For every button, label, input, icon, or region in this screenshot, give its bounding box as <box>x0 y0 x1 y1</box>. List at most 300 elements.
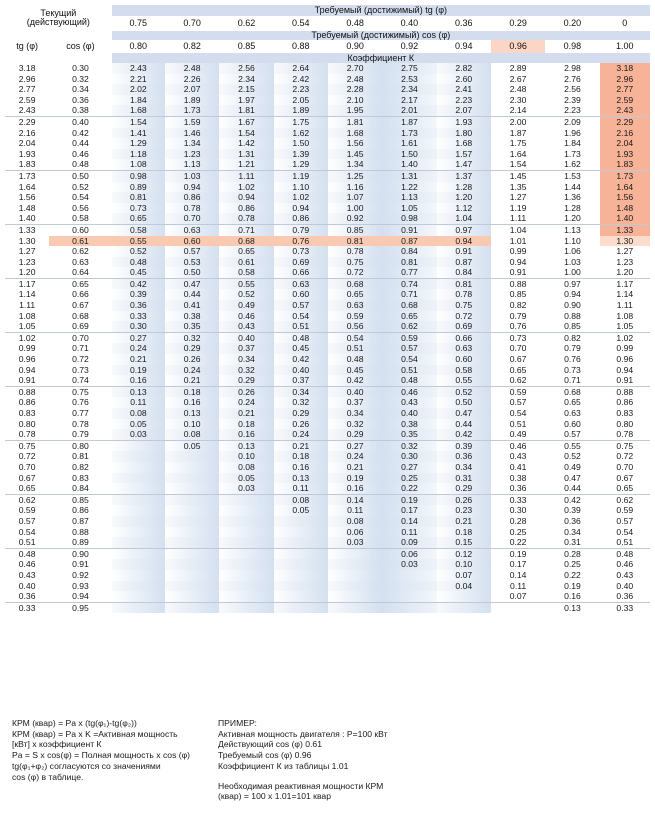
coefficient-cell: 1.54 <box>219 128 273 139</box>
tg-column-header: tg (φ) <box>16 41 39 51</box>
coefficient-cell <box>382 602 436 613</box>
coefficient-cell: 0.40 <box>219 332 273 343</box>
coefficient-cell: 0.58 <box>219 267 273 278</box>
coefficient-cell: 2.15 <box>219 84 273 95</box>
coefficient-cell: 1.81 <box>219 105 273 116</box>
coefficient-cell: 0.79 <box>564 343 581 354</box>
coefficient-cell: 2.23 <box>545 105 599 116</box>
coefficient-cell: 0.44 <box>545 483 599 494</box>
table-row <box>5 289 650 300</box>
coefficient-cell: 0.63 <box>165 224 219 235</box>
coefficient-cell: 2.48 <box>165 63 219 74</box>
note-line: Pa = S x cos(φ) = Полная мощность x cos (φ) <box>12 750 191 761</box>
coefficient-cell: 1.50 <box>274 138 328 149</box>
coefficient-cell: 0.46 <box>219 311 273 322</box>
coefficient-cell: 1.83 <box>600 159 650 170</box>
coefficient-cell: 0.17 <box>382 505 436 516</box>
coefficient-cell: 0.84 <box>437 267 491 278</box>
coefficient-cell: 0.05 <box>112 419 165 430</box>
coefficient-cell: 1.56 <box>328 138 382 149</box>
coefficient-cell: 0.88 <box>564 310 581 321</box>
coefficient-cell: 0.68 <box>328 278 382 289</box>
coefficient-cell <box>165 494 219 505</box>
coefficient-cell: 0.03 <box>328 537 382 548</box>
table-row <box>5 128 650 139</box>
current-cos-cell: 0.75 <box>72 386 89 397</box>
coefficient-cell: 0.25 <box>564 559 581 570</box>
current-cos-cell: 0.34 <box>72 84 89 95</box>
current-tg-cell: 0.94 <box>18 364 36 375</box>
coefficient-cell: 0.23 <box>437 505 491 516</box>
coefficient-cell: 0.59 <box>616 505 634 516</box>
tg-target-6: 0.36 <box>455 17 473 28</box>
coefficient-cell: 1.11 <box>219 170 273 181</box>
coefficient-cell: 2.14 <box>491 105 545 116</box>
coefficient-cell <box>112 602 165 613</box>
coefficient-cell: 0.62 <box>491 375 545 386</box>
current-cos-cell: 0.81 <box>72 451 89 462</box>
current-tg-cell: 1.02 <box>18 332 36 343</box>
coefficient-cell: 0.63 <box>437 343 491 354</box>
current-cos-cell: 0.44 <box>72 138 89 149</box>
coefficient-cell: 0.08 <box>165 429 219 440</box>
coefficient-cell: 0.65 <box>382 311 436 322</box>
coefficient-cell: 0.16 <box>112 375 165 386</box>
current-cos-cell: 0.84 <box>49 483 111 494</box>
coefficient-cell: 0.33 <box>616 602 634 613</box>
table-row <box>5 116 650 127</box>
coefficient-cell: 1.10 <box>274 182 328 193</box>
current-tg-cell: 2.16 <box>18 127 36 138</box>
coefficient-cell <box>165 483 219 494</box>
coefficient-cell: 0.38 <box>165 311 219 322</box>
coefficient-cell: 1.20 <box>545 213 599 224</box>
coefficient-cell: 0.30 <box>382 451 436 462</box>
coefficient-cell: 0.70 <box>509 343 527 354</box>
coefficient-cell: 2.39 <box>564 94 581 105</box>
coefficient-cell <box>165 516 219 527</box>
coefficient-cell: 0.04 <box>437 581 491 592</box>
coefficient-cell <box>328 559 382 570</box>
coefficient-cell: 0.55 <box>219 278 273 289</box>
coefficient-cell: 0.41 <box>165 300 219 311</box>
cos-target-9: 1.00 <box>616 41 634 51</box>
current-cos-cell: 0.65 <box>72 278 89 289</box>
coefficient-cell: 0.45 <box>274 343 328 354</box>
coefficient-cell: 0.08 <box>219 462 273 473</box>
coefficient-cell: 0.43 <box>382 397 436 408</box>
coefficient-cell: 1.39 <box>274 149 328 160</box>
table-row <box>5 267 650 278</box>
coefficient-cell: 0.68 <box>219 236 273 247</box>
coefficient-cell: 1.05 <box>600 321 650 332</box>
coefficient-cell: 0.72 <box>616 451 634 462</box>
coefficient-cell: 2.77 <box>600 84 650 95</box>
compensation-table <box>5 5 650 613</box>
coefficient-cell: 0.82 <box>509 300 527 311</box>
coefficient-cell: 0.41 <box>509 461 527 472</box>
coefficient-cell: 0.44 <box>165 289 219 300</box>
coefficient-cell <box>112 462 165 473</box>
table-row <box>5 343 650 354</box>
coefficient-cell: 0.75 <box>616 440 634 451</box>
coefficient-cell: 1.80 <box>437 128 491 139</box>
table-row <box>5 105 650 116</box>
coefficient-cell: 1.19 <box>274 170 328 181</box>
coefficient-cell: 0.92 <box>328 213 382 224</box>
coefficient-cell: 0.22 <box>382 483 436 494</box>
table-row <box>5 300 650 311</box>
coefficient-cell: 0.88 <box>509 278 527 289</box>
coefficient-cell: 1.87 <box>509 127 527 138</box>
coefficient-cell: 0.25 <box>382 473 436 484</box>
coefficient-cell: 0.28 <box>564 548 581 559</box>
coefficient-cell <box>219 527 273 538</box>
coefficient-cell: 1.27 <box>616 246 634 257</box>
table-row <box>5 138 650 149</box>
table-row <box>5 354 650 365</box>
coefficient-cell: 2.42 <box>274 74 328 85</box>
coefficient-cell <box>165 591 219 602</box>
coefficient-cell: 0.06 <box>328 527 382 538</box>
coefficient-cell: 1.35 <box>509 181 527 192</box>
current-cos-cell: 0.52 <box>72 181 89 192</box>
current-cos-cell: 0.94 <box>49 591 111 602</box>
coefficient-cell: 1.48 <box>600 203 650 214</box>
coefficient-cell: 0.58 <box>112 224 165 235</box>
coefficient-cell: 0.32 <box>382 440 436 451</box>
coefficient-cell: 0.57 <box>509 397 527 408</box>
coefficient-cell: 1.12 <box>437 203 491 214</box>
coefficient-cell: 1.31 <box>219 149 273 160</box>
current-cos-cell: 0.48 <box>49 159 111 170</box>
coefficient-cell: 0.91 <box>600 375 650 386</box>
current-tg-cell: 0.36 <box>5 591 49 602</box>
coefficient-cell: 0.91 <box>491 267 545 278</box>
coefficient-cell: 1.89 <box>274 105 328 116</box>
coefficient-cell <box>219 602 273 613</box>
current-cos-cell: 0.86 <box>72 505 89 516</box>
tg-target-7: 0.29 <box>509 17 527 28</box>
coefficient-cell: 1.00 <box>328 203 382 214</box>
coefficient-cell: 2.43 <box>600 105 650 116</box>
current-tg-cell: 0.43 <box>18 569 36 580</box>
coefficient-cell: 0.44 <box>437 419 491 430</box>
coefficient-cell: 0.77 <box>382 267 436 278</box>
coefficient-cell <box>165 505 219 516</box>
coefficient-cell: 0.11 <box>112 397 165 408</box>
coefficient-cell <box>437 591 491 602</box>
coefficient-cell: 0.69 <box>437 321 491 332</box>
example-line: Коэффициент К из таблицы 1.01 <box>218 760 349 771</box>
cos-target-5: 0.92 <box>400 41 419 51</box>
coefficient-cell: 1.03 <box>165 170 219 181</box>
coefficient-cell: 0.46 <box>382 386 436 397</box>
current-tg-cell: 0.33 <box>18 602 36 613</box>
coefficient-cell: 2.23 <box>274 84 328 95</box>
coefficient-cell: 1.67 <box>219 116 273 127</box>
example-line: Активная мощность двигателя : P=100 кВт <box>218 728 388 739</box>
tg-target-9: 0 <box>622 17 628 28</box>
coefficient-cell: 0.16 <box>328 483 382 494</box>
coefficient-cell: 0.57 <box>165 246 219 257</box>
current-cos-cell: 0.72 <box>72 354 89 365</box>
coefficient-cell: 0.72 <box>437 311 491 322</box>
current-cos-cell: 0.92 <box>72 569 89 580</box>
coefficient-cell: 0.29 <box>274 408 328 419</box>
current-cos-cell: 0.70 <box>72 332 89 343</box>
current-cos-cell: 0.88 <box>72 526 89 537</box>
coefficient-cell: 0.81 <box>437 278 491 289</box>
table-row <box>5 170 650 181</box>
coefficient-cell: 1.54 <box>112 116 165 127</box>
coefficient-cell <box>112 473 165 484</box>
coefficient-cell: 0.65 <box>328 289 382 300</box>
coefficient-cell: 0.26 <box>165 354 219 365</box>
coefficient-cell: 0.39 <box>437 440 491 451</box>
coefficient-cell: 1.18 <box>112 149 165 160</box>
coefficient-cell <box>112 570 165 581</box>
coefficient-cell: 0.65 <box>219 246 273 257</box>
coefficient-cell <box>491 602 545 613</box>
current-tg-cell: 1.56 <box>18 192 36 203</box>
coefficient-cell: 0.52 <box>112 246 165 257</box>
current-tg-cell: 2.29 <box>18 116 36 127</box>
coefficient-cell: 1.56 <box>600 192 650 203</box>
coefficient-cell: 0.69 <box>274 257 328 268</box>
current-tg-cell: 0.70 <box>18 461 36 472</box>
coefficient-cell: 2.34 <box>219 74 273 85</box>
coefficient-cell: 1.19 <box>509 202 527 213</box>
current-cos-cell: 0.42 <box>72 127 89 138</box>
coefficient-cell: 0.84 <box>382 246 436 257</box>
coefficient-cell: 0.48 <box>616 548 634 559</box>
coefficient-cell <box>219 548 273 559</box>
coefficient-cell: 0.10 <box>437 559 491 570</box>
coefficient-cell: 0.54 <box>509 408 527 418</box>
coefficient-cell: 0.45 <box>112 267 165 278</box>
coefficient-cell: 0.47 <box>564 472 581 483</box>
current-tg-cell: 1.11 <box>19 300 36 311</box>
table-row <box>5 570 650 581</box>
coefficient-cell: 0.66 <box>274 267 328 278</box>
coefficient-cell: 0.40 <box>328 386 382 397</box>
current-cos-cell: 0.95 <box>72 602 89 613</box>
table-row <box>5 332 650 343</box>
coefficient-cell: 0.65 <box>564 397 581 408</box>
table-row <box>5 311 650 322</box>
coefficient-cell: 2.82 <box>437 63 491 74</box>
current-tg-cell: 0.54 <box>18 526 36 537</box>
current-tg-cell: 1.17 <box>18 278 36 289</box>
example-block <box>218 718 438 802</box>
tg-target-2: 0.62 <box>237 17 256 28</box>
coefficient-cell: 2.67 <box>509 73 527 84</box>
current-tg-cell: 0.88 <box>18 386 36 397</box>
coefficient-cell <box>112 516 165 527</box>
coefficient-cell: 1.45 <box>328 149 382 160</box>
coefficient-cell: 0.34 <box>219 354 273 365</box>
coefficient-cell <box>165 462 219 473</box>
coefficient-cell: 0.43 <box>509 451 527 462</box>
coefficient-cell: 0.63 <box>328 300 382 311</box>
coefficient-cell: 0.29 <box>165 343 219 354</box>
current-cos-cell: 0.63 <box>72 256 89 267</box>
current-tg-cell: 1.73 <box>18 170 36 181</box>
coefficient-cell: 0.42 <box>564 494 581 505</box>
table-row <box>5 321 650 332</box>
tg-target-8: 0.20 <box>563 17 582 28</box>
coefficient-cell: 2.02 <box>112 84 165 95</box>
current-tg-cell: 2.96 <box>18 73 36 84</box>
current-cos-cell: 0.80 <box>72 440 89 451</box>
table-row <box>5 149 650 160</box>
coefficient-cell: 1.40 <box>600 213 650 224</box>
coefficient-cell: 0.27 <box>382 462 436 473</box>
coefficient-cell: 0.91 <box>437 246 491 257</box>
coefficient-cell: 1.07 <box>328 192 382 203</box>
coefficient-cell: 0.61 <box>219 257 273 268</box>
coefficient-cell: 2.21 <box>112 74 165 85</box>
current-tg-cell: 0.57 <box>18 515 36 526</box>
current-cos-cell: 0.67 <box>72 300 89 311</box>
coefficient-cell: 0.19 <box>382 494 436 505</box>
coefficient-cell: 0.62 <box>382 321 436 332</box>
cos-required-title: Требуемый (достижимый) cos (φ) <box>112 31 650 40</box>
coefficient-cell: 1.68 <box>328 128 382 139</box>
coefficient-cell: 1.30 <box>600 236 650 247</box>
coefficient-cell: 1.93 <box>600 149 650 160</box>
coefficient-cell <box>382 591 436 602</box>
note-line: КРМ (квар) = Pa x K =Активная мощность <box>12 728 178 739</box>
coefficient-cell: 0.52 <box>564 451 581 462</box>
cos-target-2: 0.85 <box>237 41 256 51</box>
coefficient-cell: 0.43 <box>219 321 273 332</box>
coefficient-cell: 0.22 <box>491 537 545 548</box>
coefficient-cell: 2.04 <box>600 138 650 149</box>
coefficient-cell: 0.39 <box>112 289 165 300</box>
coefficient-cell: 1.06 <box>564 246 581 257</box>
coefficient-cell <box>328 591 382 602</box>
coefficient-cell: 0.78 <box>328 246 382 257</box>
coefficient-cell: 0.32 <box>328 419 382 430</box>
coefficient-cell: 0.65 <box>112 213 165 224</box>
coefficient-cell: 0.06 <box>382 548 436 559</box>
current-cos-cell: 0.40 <box>72 116 89 127</box>
coefficient-cell: 2.56 <box>564 84 581 95</box>
current-cos-cell: 0.50 <box>72 170 89 181</box>
coefficient-cell: 0.42 <box>274 354 328 365</box>
cos-target-0: 0.80 <box>129 41 148 51</box>
coefficient-cell: 1.08 <box>112 159 165 170</box>
coefficient-cell: 0.03 <box>219 483 273 494</box>
coefficient-cell: 1.29 <box>112 138 165 149</box>
coefficient-cell: 0.53 <box>165 257 219 268</box>
coefficient-cell: 0.13 <box>564 602 581 613</box>
coefficient-cell: 1.21 <box>219 159 273 170</box>
coefficient-cell: 1.81 <box>328 116 382 127</box>
current-tg-cell: 1.27 <box>18 246 36 257</box>
coefficient-cell: 0.81 <box>382 257 436 268</box>
coefficient-cell: 0.38 <box>382 419 436 430</box>
table-row <box>5 408 650 419</box>
coefficient-cell: 1.02 <box>616 332 634 343</box>
coefficient-cell: 0.26 <box>274 419 328 430</box>
coefficient-cell: 0.24 <box>219 397 273 408</box>
cos-target-3: 0.88 <box>292 41 310 51</box>
coefficient-cell: 0.34 <box>437 462 491 473</box>
coefficient-cell: 0.86 <box>616 397 634 408</box>
current-cos-cell: 0.64 <box>49 267 111 278</box>
coefficient-cell: 1.73 <box>165 105 219 116</box>
coefficient-cell: 1.05 <box>382 203 436 214</box>
coefficient-cell: 0.72 <box>328 267 382 278</box>
current-tg-cell: 0.75 <box>18 440 36 451</box>
coefficient-cell: 1.64 <box>509 148 527 159</box>
coefficient-cell: 1.84 <box>112 95 165 106</box>
table-row <box>5 527 650 538</box>
table-row <box>5 451 650 462</box>
coefficient-cell: 2.48 <box>509 84 527 95</box>
coefficient-cell: 1.13 <box>165 159 219 170</box>
coefficient-cell: 2.53 <box>382 74 436 85</box>
coefficient-cell: 2.89 <box>509 63 527 73</box>
coefficient-cell: 0.94 <box>165 182 219 193</box>
current-cos-cell: 0.68 <box>72 310 89 321</box>
example-title: ПРИМЕР: <box>218 718 257 728</box>
coefficient-cell: 0.42 <box>112 278 165 289</box>
coefficient-cell <box>165 548 219 559</box>
coefficient-cell: 0.59 <box>509 386 527 397</box>
coefficient-cell: 1.23 <box>616 256 634 267</box>
coefficient-cell: 0.70 <box>165 213 219 224</box>
current-tg-cell: 1.08 <box>18 310 36 321</box>
coefficient-cell: 0.90 <box>564 300 581 311</box>
coefficient-cell: 2.34 <box>382 84 436 95</box>
coefficient-cell: 0.07 <box>437 570 491 581</box>
current-tg-cell: 2.59 <box>18 94 36 105</box>
current-tg-cell: 1.93 <box>18 148 36 159</box>
current-tg-cell: 0.62 <box>18 494 36 505</box>
coefficient-cell <box>382 570 436 581</box>
coefficient-cell: 0.94 <box>219 192 273 203</box>
coefficient-cell: 0.37 <box>274 375 328 386</box>
coefficient-cell: 0.24 <box>274 429 328 440</box>
example-line: Требуемый cos (φ) 0.96 <box>218 750 312 761</box>
coefficient-cell: 0.19 <box>564 580 581 591</box>
coefficient-cell: 0.71 <box>382 289 436 300</box>
coefficient-cell: 1.68 <box>437 138 491 149</box>
coefficient-cell: 0.19 <box>328 473 382 484</box>
coefficient-cell: 0.46 <box>616 559 634 570</box>
coefficient-cell: 0.57 <box>545 429 599 440</box>
coefficient-cell: 0.24 <box>165 365 219 376</box>
current-tg-cell: 1.64 <box>18 181 36 192</box>
coefficient-cell <box>219 505 273 516</box>
note-line: [кВт] x коэффициент К <box>12 739 102 750</box>
coefficient-cell: 0.32 <box>165 332 219 343</box>
coefficient-cell: 1.57 <box>437 149 491 160</box>
coefficient-cell: 0.34 <box>328 408 382 419</box>
tg-target-4: 0.48 <box>346 17 364 28</box>
current-cos-cell: 0.90 <box>72 548 89 559</box>
coefficient-cell: 1.75 <box>509 138 527 149</box>
coefficient-cell: 0.05 <box>274 505 328 516</box>
current-tg-cell: 0.99 <box>18 343 36 354</box>
coefficient-cell: 0.86 <box>165 192 219 203</box>
coefficient-cell <box>112 505 165 516</box>
coefficient-cell: 0.63 <box>564 408 581 418</box>
